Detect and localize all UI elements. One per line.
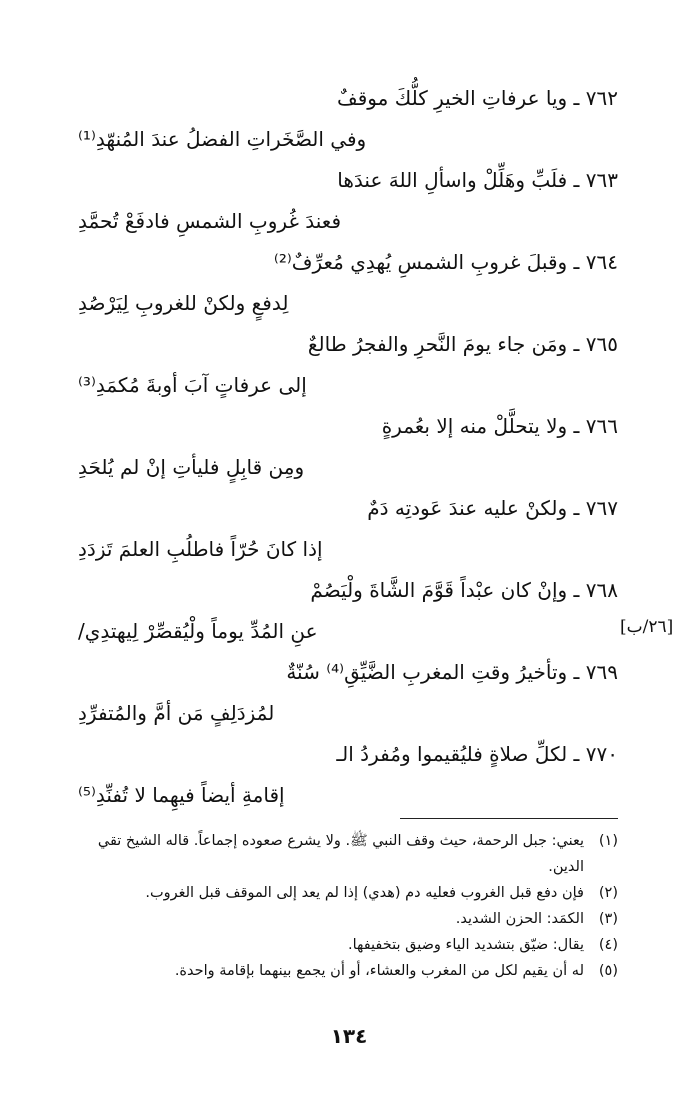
footnote-text: يقال: ضيّق بتشديد الياء وضيق بتخفيفها. (347, 937, 584, 953)
manuscript-folio-marker: [٢٦/ب] (620, 617, 674, 637)
verse-separator: ـ (567, 496, 586, 520)
verse-second-hemistich: إقامةِ أيضاً فيهِما لا تُفنِّدِ⁽⁵⁾ (78, 783, 285, 807)
verse-769 (78, 652, 618, 734)
footnote-2 (78, 880, 618, 906)
verse-first-hemistich (78, 406, 618, 447)
footnote-text: فإن دفع قبل الغروب فعليه دم (هدي) إذا لم يعد إلى الموقف قبل الغروب. (145, 885, 584, 901)
verse-762 (78, 78, 618, 160)
verse-second-hemistich: لمُزدَلِفٍ مَن أمَّ والمُتفرِّدِ (78, 701, 275, 725)
verse-separator: ـ (567, 168, 586, 192)
verse-separator: ـ (567, 742, 586, 766)
verse-second-hemistich: وفي الصَّخَراتِ الفضلُ عندَ المُنهّدِ⁽¹⁾ (78, 127, 367, 151)
verse-first-hemistich (78, 734, 618, 775)
hemistich-text: ولا يتحلَّلْ منه إلا بعُمرةٍ (381, 414, 568, 438)
footnote-text: يعني: جبل الرحمة، حيث وقف النبي ﷺ. ولا يشرع صعوده إجماعاً. قاله الشيخ تقي الدين. (97, 833, 584, 875)
verse-number: ٧٦٤ (585, 250, 618, 274)
footnote-number: (٤) (598, 937, 618, 953)
verse-number: ٧٦٣ (585, 168, 618, 192)
verse-first-hemistich (78, 488, 618, 529)
hemistich-text: وقبلَ غروبِ الشمسِ يُهدِي مُعرِّفٌ⁽²⁾ (273, 250, 568, 274)
verse-first-hemistich (78, 324, 618, 365)
verse-766 (78, 406, 618, 488)
verse-separator: ـ (567, 332, 586, 356)
footnote-text: له أن يقيم لكل من المغرب والعشاء، أو أن يجمع بينهما بإقامة واحدة. (174, 963, 584, 979)
verse-number: ٧٦٦ (585, 414, 618, 438)
footnote-3 (78, 906, 618, 932)
hemistich-text: لكلِّ صلاةٍ فليُقيموا ومُفردُ الـ (336, 742, 568, 766)
verse-765 (78, 324, 618, 406)
verse-separator: ـ (567, 250, 586, 274)
verse-second-hemistich: إلى عرفاتٍ آبَ أوبةَ مُكمَدِ⁽³⁾ (78, 373, 307, 397)
verse-second-hemistich: لِدفعٍ ولكنْ للغروبِ لِيَرْصُدِ (78, 291, 289, 315)
verse-first-hemistich (78, 78, 618, 119)
page-number: ١٣٤ (330, 1024, 368, 1048)
footnote-divider (400, 818, 618, 819)
verse-separator: ـ (567, 660, 586, 684)
verse-763 (78, 160, 618, 242)
verse-number: ٧٦٩ (585, 660, 618, 684)
verse-770 (78, 734, 618, 816)
footnote-number: (١) (598, 833, 618, 849)
verse-second-hemistich: عنِ المُدِّ يوماً ولْيُقصِّرْ لِيهتدِي/ (78, 619, 318, 643)
verse-767 (78, 488, 618, 570)
verse-second-hemistich: إذا كانَ حُرّاً فاطلُبِ العلمَ تَزدَدِ (78, 537, 323, 561)
verse-number: ٧٦٧ (585, 496, 618, 520)
footnote-1 (78, 828, 618, 880)
verse-number: ٧٧٠ (585, 742, 618, 766)
verse-first-hemistich (78, 652, 618, 693)
verse-first-hemistich (78, 570, 618, 611)
footnote-number: (٢) (598, 885, 618, 901)
hemistich-text: ولكنْ عليه عندَ عَودتِه دَمٌ (367, 496, 568, 520)
poem-verses (78, 78, 618, 816)
verse-first-hemistich (78, 160, 618, 201)
verse-768 (78, 570, 618, 652)
verse-second-hemistich: ومِن قابِلٍ فليأتِ إنْ لم يُلحَدِ (78, 455, 305, 479)
footnote-4 (78, 932, 618, 958)
verse-first-hemistich (78, 242, 618, 283)
hemistich-text: فلَبِّ وهَلِّلْ واسألِ اللهَ عندَها (337, 168, 568, 192)
hemistich-text: وإنْ كان عبْداً قَوَّمَ الشَّاةَ ولْيَصُمْ (310, 578, 568, 602)
verse-separator: ـ (567, 86, 586, 110)
hemistich-text: وتأخيرُ وقتِ المغربِ الضَّيِّقِ⁽⁴⁾ سُنّةٌ (286, 660, 568, 684)
verse-764 (78, 242, 618, 324)
verse-separator: ـ (567, 414, 586, 438)
footnotes (78, 828, 618, 984)
verse-number: ٧٦٢ (585, 86, 618, 110)
footnote-number: (٣) (598, 911, 618, 927)
footnote-text: الكمَد: الحزن الشديد. (455, 911, 584, 927)
footnote-5 (78, 958, 618, 984)
hemistich-text: ومَن جاء يومَ النَّحرِ والفجرُ طالعٌ (307, 332, 568, 356)
verse-number: ٧٦٨ (585, 578, 618, 602)
verse-separator: ـ (567, 578, 586, 602)
verse-second-hemistich: فعندَ غُروبِ الشمسِ فادفَعْ تُحمَّدِ (78, 209, 342, 233)
hemistich-text: ويا عرفاتِ الخيرِ كلُّكَ موقفٌ (337, 86, 568, 110)
footnote-number: (٥) (598, 963, 618, 979)
verse-number: ٧٦٥ (585, 332, 618, 356)
